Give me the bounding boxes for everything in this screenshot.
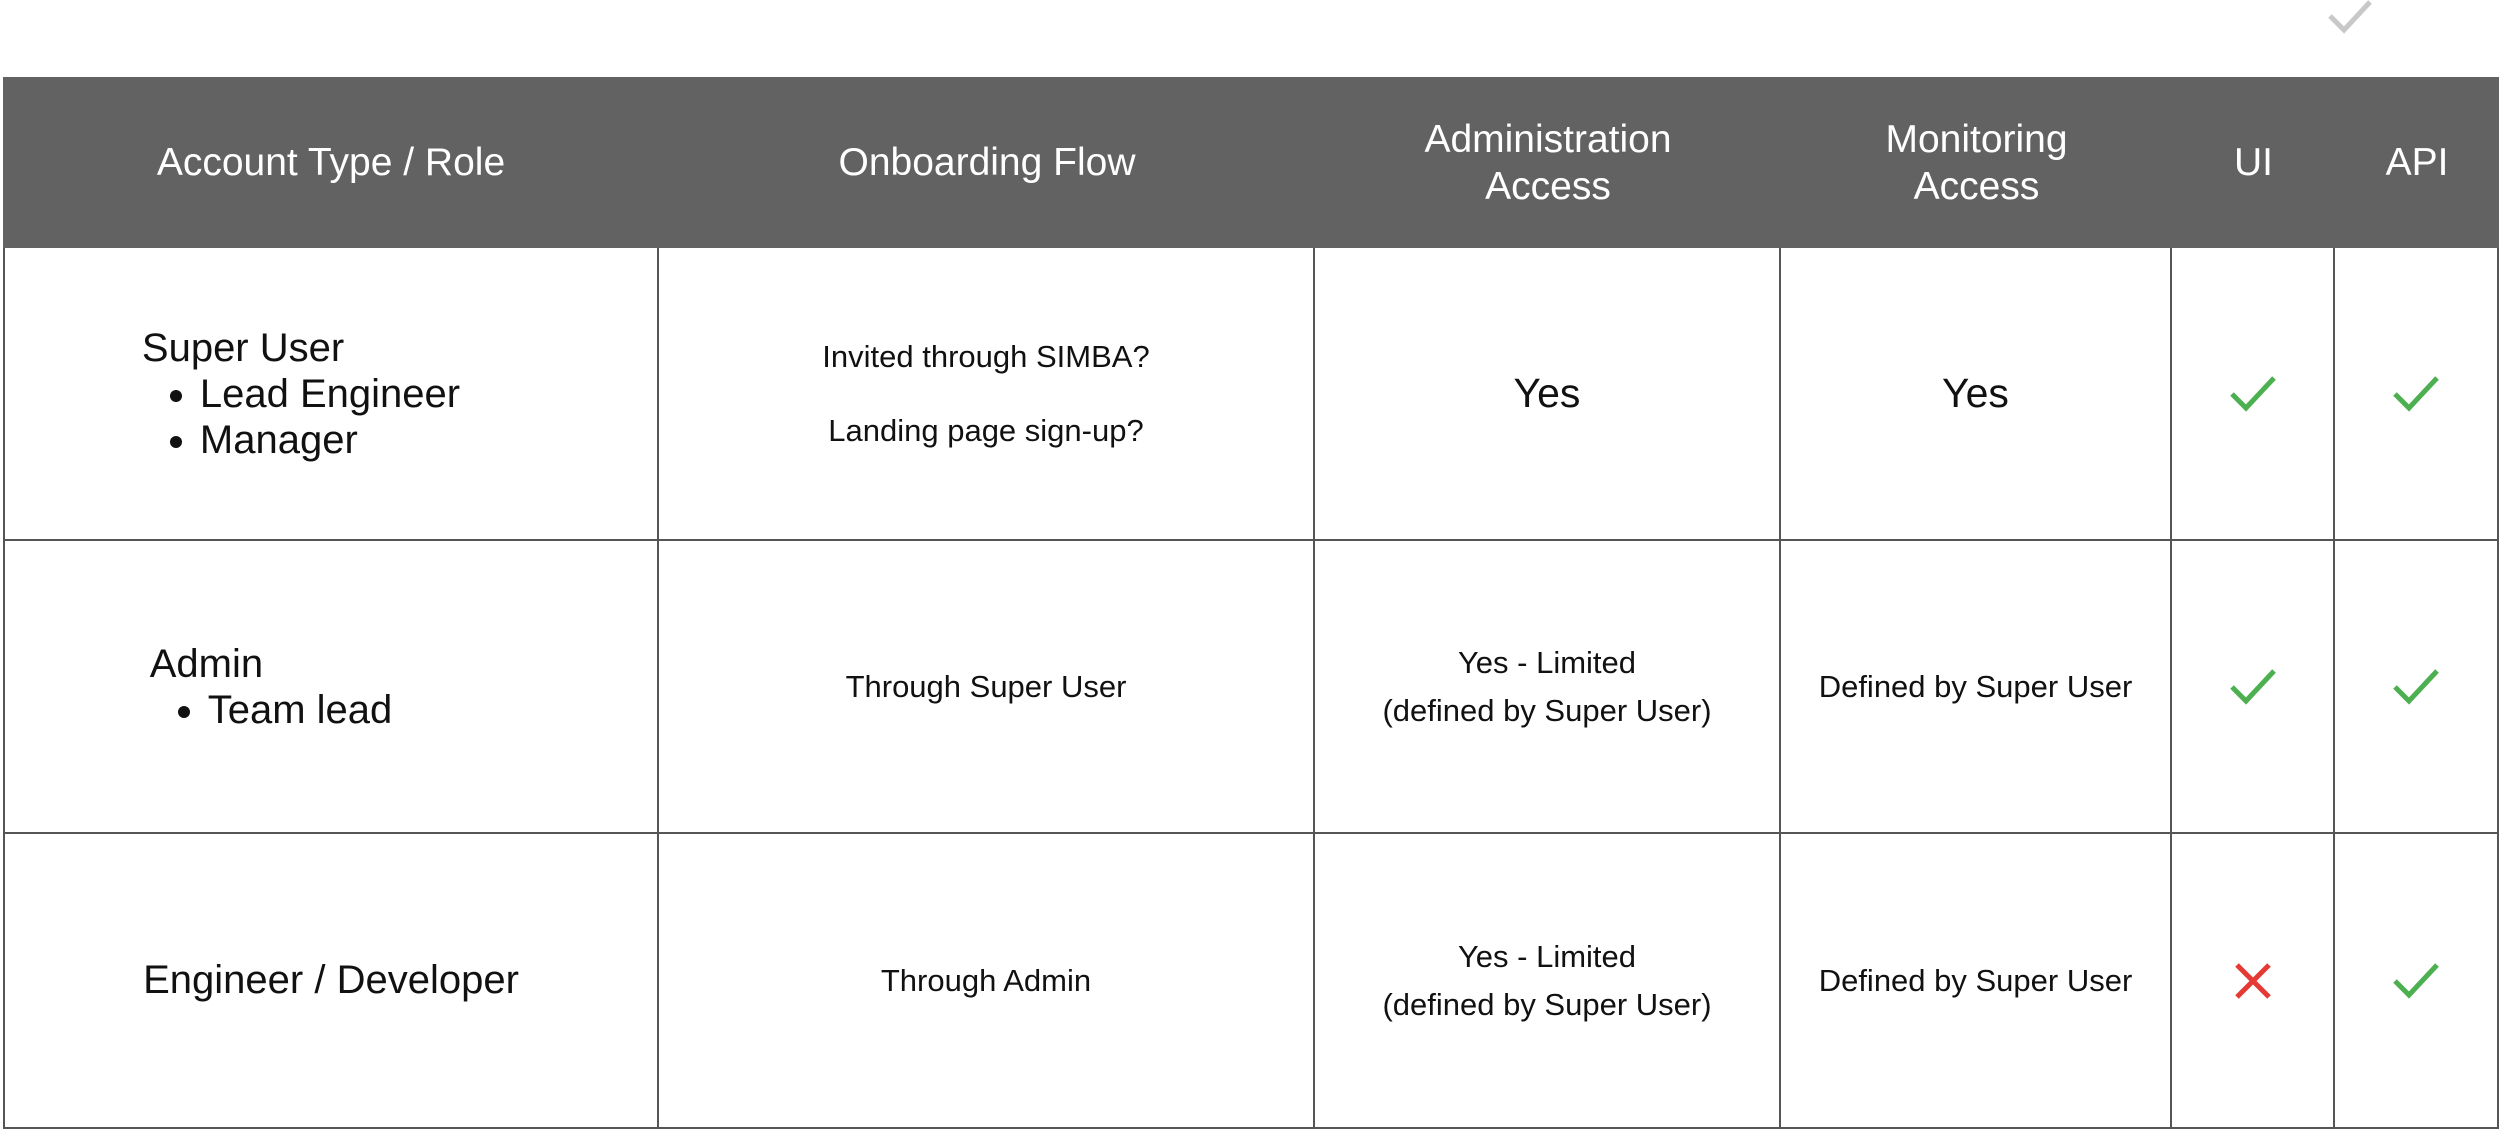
administration-text: (defined by Super User) (1382, 986, 1712, 1022)
header-ui (2172, 77, 2335, 248)
header-label: Onboarding Flow (838, 141, 1136, 184)
onboarding-text: Landing page sign-up? (828, 412, 1144, 448)
ui-cell (2172, 248, 2335, 541)
role-cell (3, 248, 659, 541)
monitoring-cell (1781, 541, 2172, 834)
onboarding-text: Through Admin (880, 962, 1092, 998)
monitoring-text: Defined by Super User (1818, 668, 2133, 704)
onboarding-text: Through Super User (845, 668, 1127, 704)
check-icon (2229, 667, 2277, 707)
check-icon (2229, 374, 2277, 414)
header-label: API (2385, 141, 2449, 184)
onboarding-cell (659, 248, 1315, 541)
header-label-line: Monitoring (1885, 117, 2068, 161)
role-item: • Manager (200, 417, 460, 463)
administration-text: Yes - Limited (1457, 644, 1637, 680)
onboarding-cell (659, 541, 1315, 834)
role-cell (3, 541, 659, 834)
check-icon (2392, 961, 2440, 1001)
header-label-line: Access (1485, 164, 1611, 208)
check-icon (2392, 667, 2440, 707)
faint-check-icon (2326, 0, 2374, 36)
role-title: Admin (149, 641, 264, 686)
administration-cell (1315, 834, 1781, 1129)
ui-cell (2172, 834, 2335, 1129)
administration-cell (1315, 541, 1781, 834)
header-administration (1315, 77, 1781, 248)
ui-cell (2172, 541, 2335, 834)
administration-text: Yes (1513, 370, 1581, 416)
monitoring-text: Defined by Super User (1818, 962, 2133, 998)
header-label-line: Administration (1424, 117, 1672, 161)
monitoring-cell (1781, 834, 2172, 1129)
header-label-line: Access (1913, 164, 2040, 208)
onboarding-text: Invited through SIMBA? (822, 338, 1150, 374)
role-item: • Lead Engineer (200, 371, 460, 417)
header-onboarding (659, 77, 1315, 248)
check-icon (2392, 374, 2440, 414)
api-cell (2335, 834, 2499, 1129)
cross-icon (2233, 961, 2273, 1001)
access-matrix-table (3, 77, 2499, 1129)
api-cell (2335, 248, 2499, 541)
administration-text: Yes - Limited (1457, 938, 1637, 974)
header-label: UI (2234, 141, 2273, 184)
role-title: Engineer / Developer (143, 958, 519, 1002)
monitoring-text: Yes (1942, 370, 2009, 416)
header-monitoring (1781, 77, 2172, 248)
administration-cell (1315, 248, 1781, 541)
header-api (2335, 77, 2499, 248)
onboarding-cell (659, 834, 1315, 1129)
role-item: • Team lead (208, 687, 393, 733)
api-cell (2335, 541, 2499, 834)
administration-text: (defined by Super User) (1382, 692, 1712, 728)
header-label: Account Type / Role (156, 141, 506, 184)
header-account-type (3, 77, 659, 248)
monitoring-cell (1781, 248, 2172, 541)
role-cell (3, 834, 659, 1129)
role-title: Super User (141, 325, 345, 370)
